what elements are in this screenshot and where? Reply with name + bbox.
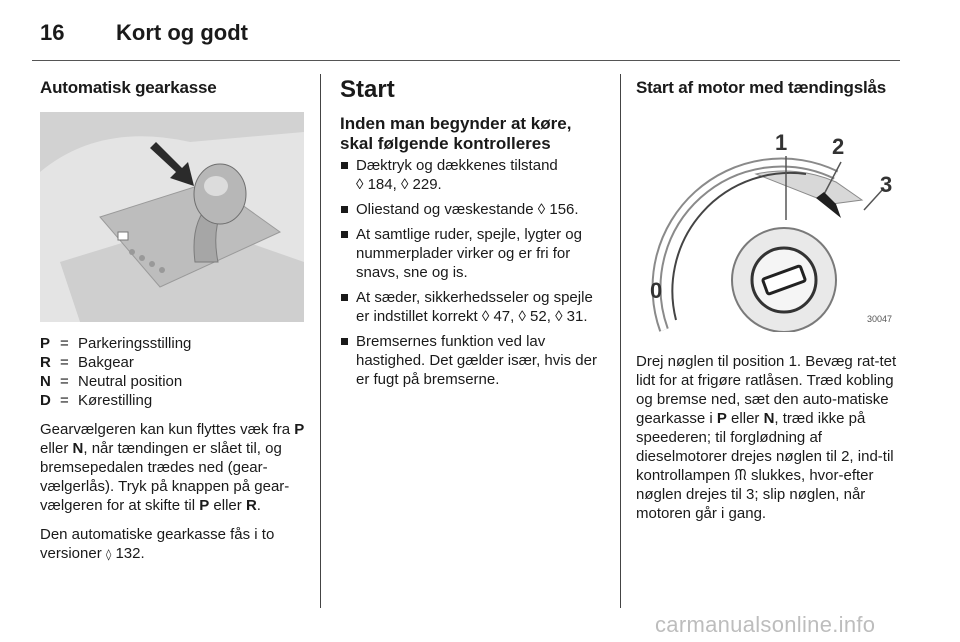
text-run: eller bbox=[726, 410, 764, 427]
column-start bbox=[340, 74, 602, 395]
column-divider-1 bbox=[320, 74, 321, 608]
definition-key: P bbox=[40, 335, 51, 352]
gear-selector-drawing bbox=[40, 112, 304, 322]
position-label: 1 bbox=[775, 130, 788, 155]
list-item bbox=[340, 332, 602, 389]
page-reference-link[interactable]: 132. bbox=[111, 545, 145, 562]
list-item-text: Bremsernes funktion ved lav hastighed. Det gælder især, hvis der er fugt på bremserne. bbox=[356, 333, 597, 388]
definition-value: Bakgear bbox=[78, 354, 134, 371]
gear-selector-paragraph bbox=[40, 420, 306, 515]
column-ignition bbox=[636, 74, 904, 523]
page-header bbox=[0, 0, 960, 62]
list-item bbox=[340, 156, 602, 194]
text-run: Gearvælgeren kan kun flyttes væk fra bbox=[40, 421, 295, 438]
bold-run: R bbox=[245, 497, 257, 514]
section-title-start: Start bbox=[340, 76, 395, 103]
definition-row bbox=[40, 372, 306, 391]
bullet-square-icon bbox=[341, 294, 348, 301]
position-label: 0 bbox=[650, 278, 663, 303]
definition-value: Kørestilling bbox=[78, 392, 153, 409]
definition-key: R bbox=[40, 354, 51, 371]
ignition-switch-drawing bbox=[636, 120, 902, 332]
page-reference-link[interactable]: ◊ 47, ◊ 52, ◊ 31. bbox=[481, 308, 588, 325]
checklist bbox=[340, 156, 602, 389]
subsection-title-checks: Inden man begynder at køre, skal følgende kontrolleres bbox=[340, 114, 572, 153]
definition-equals: = bbox=[60, 335, 69, 352]
gear-position-definitions bbox=[40, 334, 306, 410]
header-divider bbox=[32, 60, 900, 61]
page-title: Kort og godt bbox=[116, 20, 248, 45]
bullet-square-icon bbox=[341, 206, 348, 213]
page-reference-link[interactable]: ◊ 184, ◊ 229. bbox=[356, 176, 442, 193]
text-run: slukkes, hvor-efter nøglen drejes til 3; slip nøglen, når motoren går i gang. bbox=[636, 467, 874, 522]
position-label: 2 bbox=[832, 134, 845, 159]
text-run: , når tændingen er slået til, og bremsepedalen trædes ned (gear-vælgerlås). Tryk på knappen på gear-vælgeren for at skifte til bbox=[40, 440, 290, 514]
section-title-ignition: Start af motor med tændingslås bbox=[636, 78, 886, 97]
list-item-text: At sæder, sikkerhedsseler og spejle er indstillet korrekt bbox=[356, 289, 593, 325]
definition-row bbox=[40, 391, 306, 410]
text-run: , træd ikke på speederen; til forglødning af dieselmotorer drejes nøglen til 2, ind-til kontrollampen bbox=[636, 410, 894, 484]
definition-value: Neutral position bbox=[78, 373, 183, 390]
text-run: . bbox=[256, 497, 261, 514]
column-automatic-gearbox bbox=[40, 74, 306, 564]
bold-run: P bbox=[716, 410, 727, 427]
gear-selector-illustration bbox=[40, 112, 304, 322]
text-run: eller bbox=[40, 440, 73, 457]
definition-key: N bbox=[40, 373, 51, 390]
definition-row bbox=[40, 334, 306, 353]
text-run: Den automatiske gearkasse fås i to versioner bbox=[40, 526, 275, 562]
definition-value: Parkeringsstilling bbox=[78, 335, 192, 352]
versions-paragraph bbox=[40, 525, 306, 564]
list-item-text: At samtlige ruder, spejle, lygter og nummerplader virker og er fri for snavs, sne og is. bbox=[356, 226, 582, 281]
list-item bbox=[340, 288, 602, 326]
definition-equals: = bbox=[60, 392, 69, 409]
text-run: Drej nøglen til position 1. Bevæg rat-tet lidt for at frigøre ratlåsen. Træd kobling og bremse ned, sæt den auto-matiske gearkasse i bbox=[636, 353, 897, 427]
bold-run: N bbox=[763, 410, 775, 427]
bullet-square-icon bbox=[341, 162, 348, 169]
list-item-text: Dæktryk og dækkenes tilstand bbox=[356, 157, 558, 174]
definition-equals: = bbox=[60, 373, 69, 390]
column-divider-2 bbox=[620, 74, 621, 608]
bullet-square-icon bbox=[341, 231, 348, 238]
definition-key: D bbox=[40, 392, 51, 409]
definition-row bbox=[40, 353, 306, 372]
list-item bbox=[340, 225, 602, 282]
list-item-text: Oliestand og væskestande bbox=[356, 201, 538, 218]
ignition-switch-illustration bbox=[636, 120, 902, 332]
text-run: eller bbox=[209, 497, 246, 514]
list-item bbox=[340, 200, 602, 219]
watermark: carmanualsonline.info bbox=[655, 612, 876, 637]
section-title-automatic-gearbox: Automatisk gearkasse bbox=[40, 78, 217, 97]
bullet-square-icon bbox=[341, 338, 348, 345]
definition-equals: = bbox=[60, 354, 69, 371]
bold-run: P bbox=[294, 421, 305, 438]
page-number: 16 bbox=[40, 20, 65, 45]
page-reference-icon: ◊ bbox=[105, 548, 112, 561]
bold-run: N bbox=[72, 440, 84, 457]
bold-run: P bbox=[199, 497, 210, 514]
page-reference-link[interactable]: ◊ 156. bbox=[537, 201, 579, 218]
figure-code: 30047 bbox=[866, 314, 892, 324]
glow-plug-icon: ᙏ bbox=[734, 466, 747, 484]
ignition-paragraph bbox=[636, 352, 904, 523]
position-label: 3 bbox=[880, 172, 893, 197]
